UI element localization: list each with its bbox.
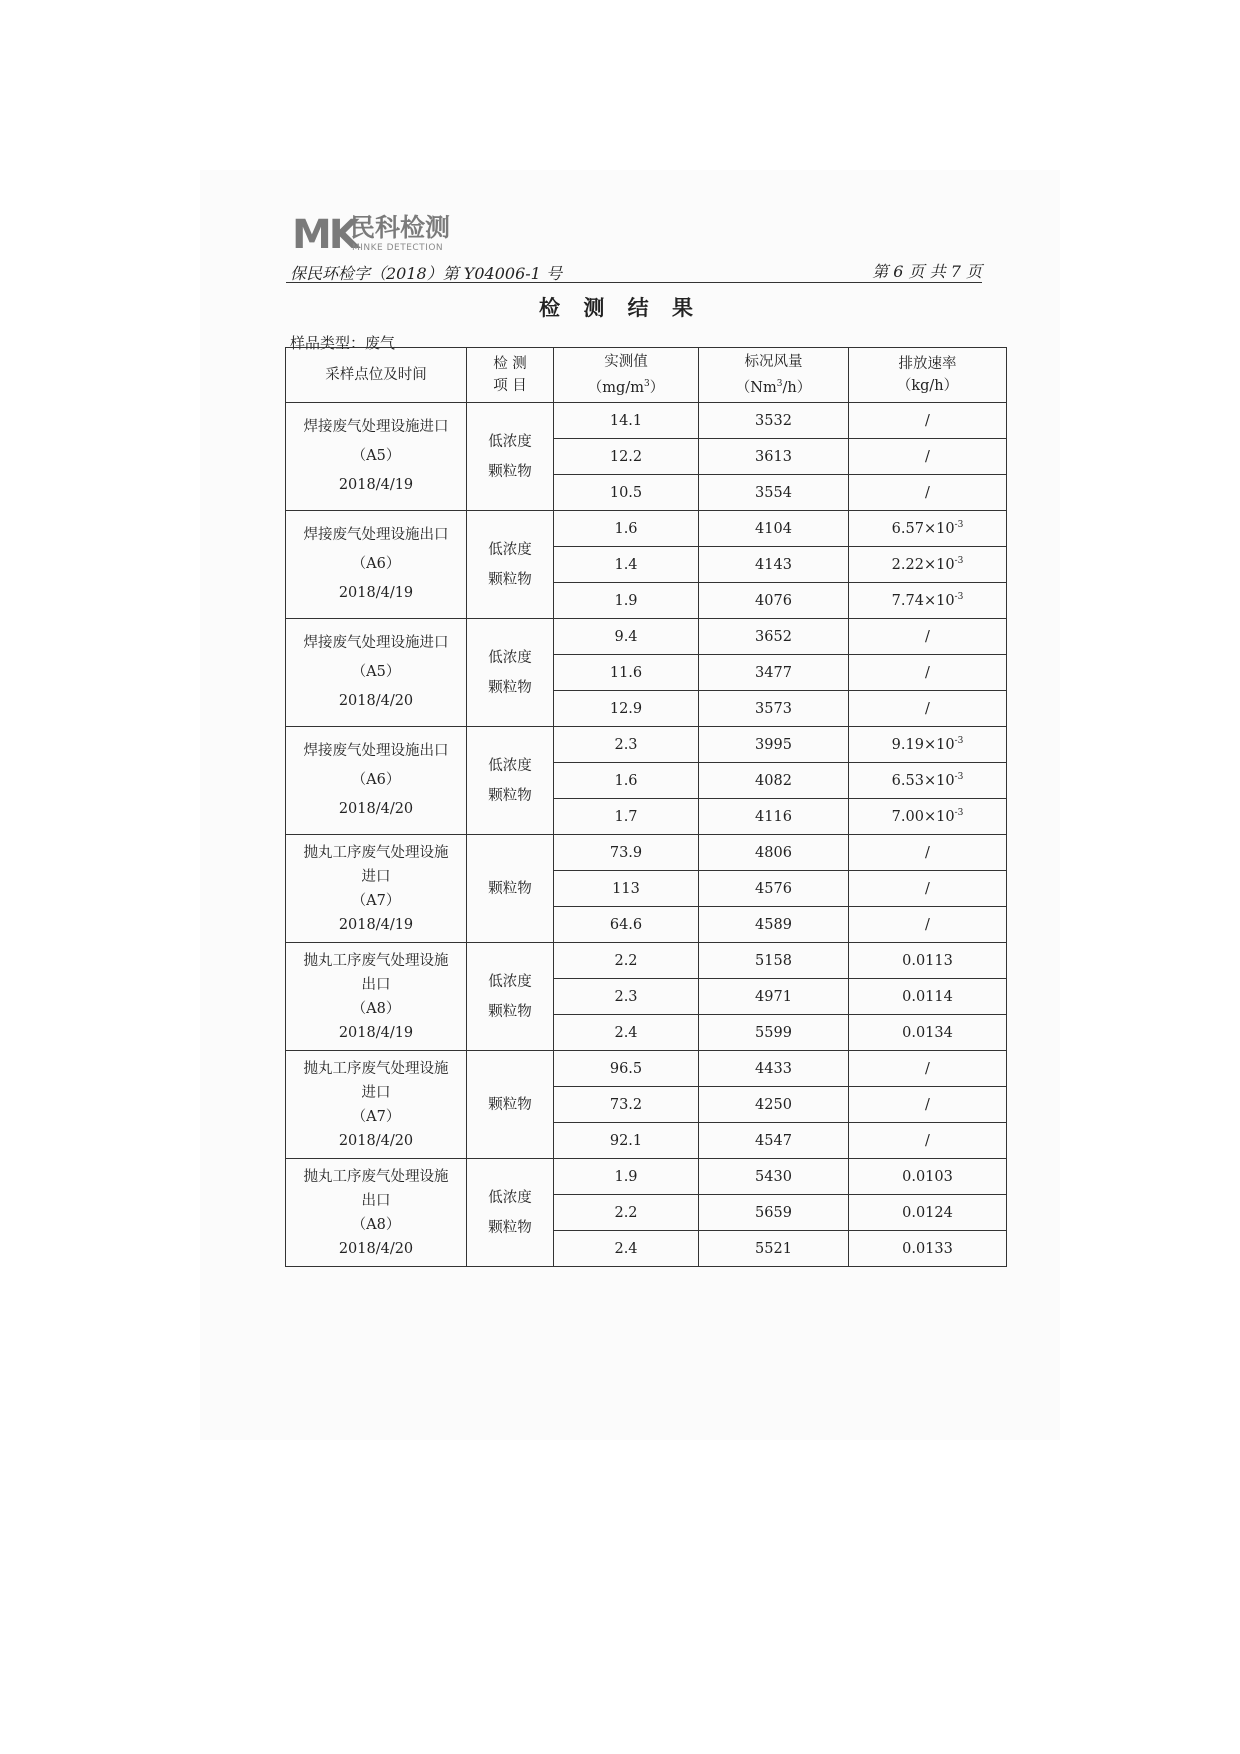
sampling-location-line: （A6） [351,556,401,572]
sampling-location-line: 抛丸工序废气处理设施 [303,952,449,969]
sampling-location-line: （A7） [351,892,401,909]
header-item-line2: 项 目 [493,378,527,394]
emission-rate-value: / [925,484,930,501]
sampling-location-line: 焊接废气处理设施进口 [303,419,449,435]
table-row [286,1159,1007,1195]
emission-rate-cell [849,1123,1007,1159]
table-row [286,403,1007,439]
header-flow-unit-base: （Nm [735,379,777,396]
test-item-line: 低浓度 [488,541,532,558]
flow-rate-cell: 4116 [699,799,849,835]
emission-rate-value: / [925,1132,930,1149]
flow-rate-cell: 3613 [699,439,849,475]
emission-rate-exponent: -3 [954,772,964,783]
measured-value-cell: 2.2 [554,943,699,979]
emission-rate-value: 7.74×10 [891,592,955,609]
sampling-location-line: 抛丸工序废气处理设施 [303,1060,449,1077]
test-item-line: 低浓度 [488,973,532,990]
report-number: 保民环检字（2018）第 Y04006-1 号 [290,264,562,283]
emission-rate-value: 7.00×10 [891,808,955,825]
flow-rate-cell: 4433 [699,1051,849,1087]
flow-rate-cell: 3652 [699,619,849,655]
measured-value-cell: 2.4 [554,1231,699,1267]
sampling-location-cell [286,511,467,619]
emission-rate-cell [849,583,1007,619]
emission-rate-value: 0.0114 [902,988,953,1005]
flow-rate-cell: 5659 [699,1195,849,1231]
emission-rate-cell [849,475,1007,511]
header-flow-unit-sup: 3 [776,379,783,390]
page-indicator: 第 6 页 共 7 页 [872,262,982,281]
sampling-location-cell [286,619,467,727]
measured-value-cell: 9.4 [554,619,699,655]
measured-value-cell: 10.5 [554,475,699,511]
emission-rate-cell [849,1051,1007,1087]
test-item-line: 颗粒物 [488,571,532,588]
flow-rate-cell: 4076 [699,583,849,619]
flow-rate-cell: 3477 [699,655,849,691]
sampling-location-line: （A6） [351,772,401,788]
table-row [286,619,1007,655]
sampling-location-line: 2018/4/19 [338,477,414,493]
test-item-cell [467,835,554,943]
emission-rate-cell [849,655,1007,691]
measured-value-cell: 1.6 [554,763,699,799]
emission-rate-exponent: -3 [954,736,964,747]
sampling-location-line: 2018/4/19 [338,585,414,601]
emission-rate-exponent: -3 [954,520,964,531]
measured-value-cell: 1.9 [554,583,699,619]
sampling-location-cell [286,403,467,511]
page-title: 检 测 结 果 [539,296,701,320]
emission-rate-cell [849,763,1007,799]
emission-rate-value: 0.0134 [902,1024,953,1041]
header-divider [286,282,982,283]
measured-value-cell: 2.2 [554,1195,699,1231]
flow-rate-cell: 3532 [699,403,849,439]
header-flow-unit [699,373,848,399]
sampling-location-line: 2018/4/20 [338,693,414,709]
emission-rate-value: / [925,844,930,861]
sampling-location-cell [286,1159,467,1267]
sampling-location-line: （A8） [351,1216,401,1233]
emission-rate-value: 6.57×10 [891,520,955,537]
sampling-location-cell [286,727,467,835]
flow-rate-cell: 4547 [699,1123,849,1159]
measured-value-cell: 2.3 [554,979,699,1015]
emission-rate-value: / [925,448,930,465]
emission-rate-exponent: -3 [954,556,964,567]
emission-rate-value: 0.0133 [902,1240,953,1257]
flow-rate-cell: 3554 [699,475,849,511]
header-emission-rate [849,348,1007,403]
sampling-location-line: 出口 [361,976,391,993]
test-item-cell [467,511,554,619]
header-location-time [286,348,467,403]
test-item-line: 颗粒物 [488,787,532,804]
flow-rate-cell: 3573 [699,691,849,727]
emission-rate-value: 2.22×10 [891,556,955,573]
test-item-cell [467,1159,554,1267]
emission-rate-value: / [925,412,930,429]
test-item-line: 低浓度 [488,433,532,450]
emission-rate-value: / [925,628,930,645]
logo-text-cn: 民科检测 [350,213,451,242]
sample-type-label: 样品类型：废气 [290,334,396,352]
emission-rate-cell [849,1195,1007,1231]
emission-rate-cell [849,1159,1007,1195]
emission-rate-value: / [925,916,930,933]
flow-rate-cell: 5158 [699,943,849,979]
emission-rate-cell [849,979,1007,1015]
table-row [286,1051,1007,1087]
header-flow [699,348,849,403]
flow-rate-cell: 4589 [699,907,849,943]
test-item-line: 颗粒物 [488,463,532,480]
flow-rate-cell: 3995 [699,727,849,763]
emission-rate-cell [849,943,1007,979]
sampling-location-line: 2018/4/20 [338,1240,414,1257]
sampling-location-line: 2018/4/20 [338,801,414,817]
table-row [286,727,1007,763]
emission-rate-cell [849,1015,1007,1051]
flow-rate-cell: 5430 [699,1159,849,1195]
sampling-location-cell [286,835,467,943]
measured-value-cell: 96.5 [554,1051,699,1087]
flow-rate-cell: 4104 [699,511,849,547]
table-row [286,511,1007,547]
flow-rate-cell: 4143 [699,547,849,583]
emission-rate-cell [849,547,1007,583]
header-item [467,348,554,403]
flow-rate-cell: 4806 [699,835,849,871]
measured-value-cell: 14.1 [554,403,699,439]
flow-rate-cell: 4250 [699,1087,849,1123]
measured-value-cell: 64.6 [554,907,699,943]
test-item-line: 低浓度 [488,757,532,774]
emission-rate-value: / [925,1096,930,1113]
measured-value-cell: 1.6 [554,511,699,547]
measured-value-cell: 2.3 [554,727,699,763]
sampling-location-line: （A5） [351,448,401,464]
sampling-location-line: 抛丸工序废气处理设施 [303,844,449,861]
emission-rate-value: 6.53×10 [891,772,955,789]
test-item-line: 颗粒物 [488,1219,532,1236]
sampling-location-line: 2018/4/19 [338,1024,414,1041]
flow-rate-cell: 5599 [699,1015,849,1051]
sampling-location-line: 焊接废气处理设施出口 [303,527,449,543]
emission-rate-cell [849,1231,1007,1267]
emission-rate-value: 0.0113 [902,952,953,969]
measured-value-cell: 1.4 [554,547,699,583]
test-item-line: 低浓度 [488,1189,532,1206]
header-item-line1: 检 测 [493,356,527,372]
emission-rate-exponent: -3 [954,592,964,603]
test-item-cell [467,727,554,835]
emission-rate-cell [849,403,1007,439]
emission-rate-cell [849,835,1007,871]
logo-mark: MK [292,212,357,258]
test-item-line: 颗粒物 [488,679,532,696]
sampling-location-line: 焊接废气处理设施出口 [303,743,449,759]
sampling-location-line: （A7） [351,1108,401,1125]
test-item-line: 颗粒物 [488,1096,532,1113]
sampling-location-line: 2018/4/20 [338,1132,414,1149]
measured-value-cell: 2.4 [554,1015,699,1051]
header-measured-unit-base: （mg/m [587,379,644,396]
results-body [286,403,1007,1267]
header-rate-unit: （kg/h） [896,378,959,394]
emission-rate-cell [849,871,1007,907]
header-measured-unit-close: ） [649,379,665,396]
measured-value-cell: 1.7 [554,799,699,835]
test-item-line: 颗粒物 [488,1003,532,1020]
emission-rate-cell [849,439,1007,475]
sampling-location-line: （A5） [351,664,401,680]
test-item-cell [467,403,554,511]
sampling-location-line: 2018/4/19 [338,916,414,933]
header-flow-label: 标况风量 [744,354,803,371]
emission-rate-cell [849,691,1007,727]
header-measured-unit [554,373,698,399]
emission-rate-value: 0.0103 [902,1168,953,1185]
header-location-time-label: 采样点位及时间 [325,367,427,383]
emission-rate-cell [849,907,1007,943]
emission-rate-cell [849,619,1007,655]
flow-rate-cell: 4082 [699,763,849,799]
emission-rate-cell [849,511,1007,547]
emission-rate-value: / [925,700,930,717]
measured-value-cell: 92.1 [554,1123,699,1159]
table-header-row [286,348,1007,403]
sampling-location-line: 进口 [361,1084,391,1101]
emission-rate-value: / [925,880,930,897]
header-measured-unit-sup: 3 [643,379,650,390]
emission-rate-value: / [925,664,930,681]
table-row [286,943,1007,979]
emission-rate-value: / [925,1060,930,1077]
flow-rate-cell: 5521 [699,1231,849,1267]
sampling-location-line: 出口 [361,1192,391,1209]
measured-value-cell: 73.2 [554,1087,699,1123]
measured-value-cell: 113 [554,871,699,907]
sampling-location-cell [286,1051,467,1159]
header-measured-label: 实测值 [604,354,648,371]
test-item-line: 颗粒物 [488,880,532,897]
sampling-location-line: 进口 [361,868,391,885]
sampling-location-line: 焊接废气处理设施进口 [303,635,449,651]
emission-rate-value: 9.19×10 [891,736,955,753]
flow-rate-cell: 4971 [699,979,849,1015]
emission-rate-exponent: -3 [954,808,964,819]
sampling-location-cell [286,943,467,1051]
flow-rate-cell: 4576 [699,871,849,907]
measured-value-cell: 12.9 [554,691,699,727]
results-table [285,347,1007,1267]
emission-rate-value: 0.0124 [902,1204,953,1221]
header-rate-label: 排放速率 [898,356,957,372]
test-item-cell [467,943,554,1051]
test-item-cell [467,1051,554,1159]
sampling-location-line: 抛丸工序废气处理设施 [303,1168,449,1185]
measured-value-cell: 12.2 [554,439,699,475]
measured-value-cell: 11.6 [554,655,699,691]
test-item-cell [467,619,554,727]
measured-value-cell: 1.9 [554,1159,699,1195]
header-flow-unit-close: /h） [782,379,812,396]
logo-text-en: MINKE DETECTION [352,243,444,253]
emission-rate-cell [849,799,1007,835]
emission-rate-cell [849,1087,1007,1123]
emission-rate-cell [849,727,1007,763]
header-measured [554,348,699,403]
sampling-location-line: （A8） [351,1000,401,1017]
test-item-line: 低浓度 [488,649,532,666]
table-row [286,835,1007,871]
measured-value-cell: 73.9 [554,835,699,871]
